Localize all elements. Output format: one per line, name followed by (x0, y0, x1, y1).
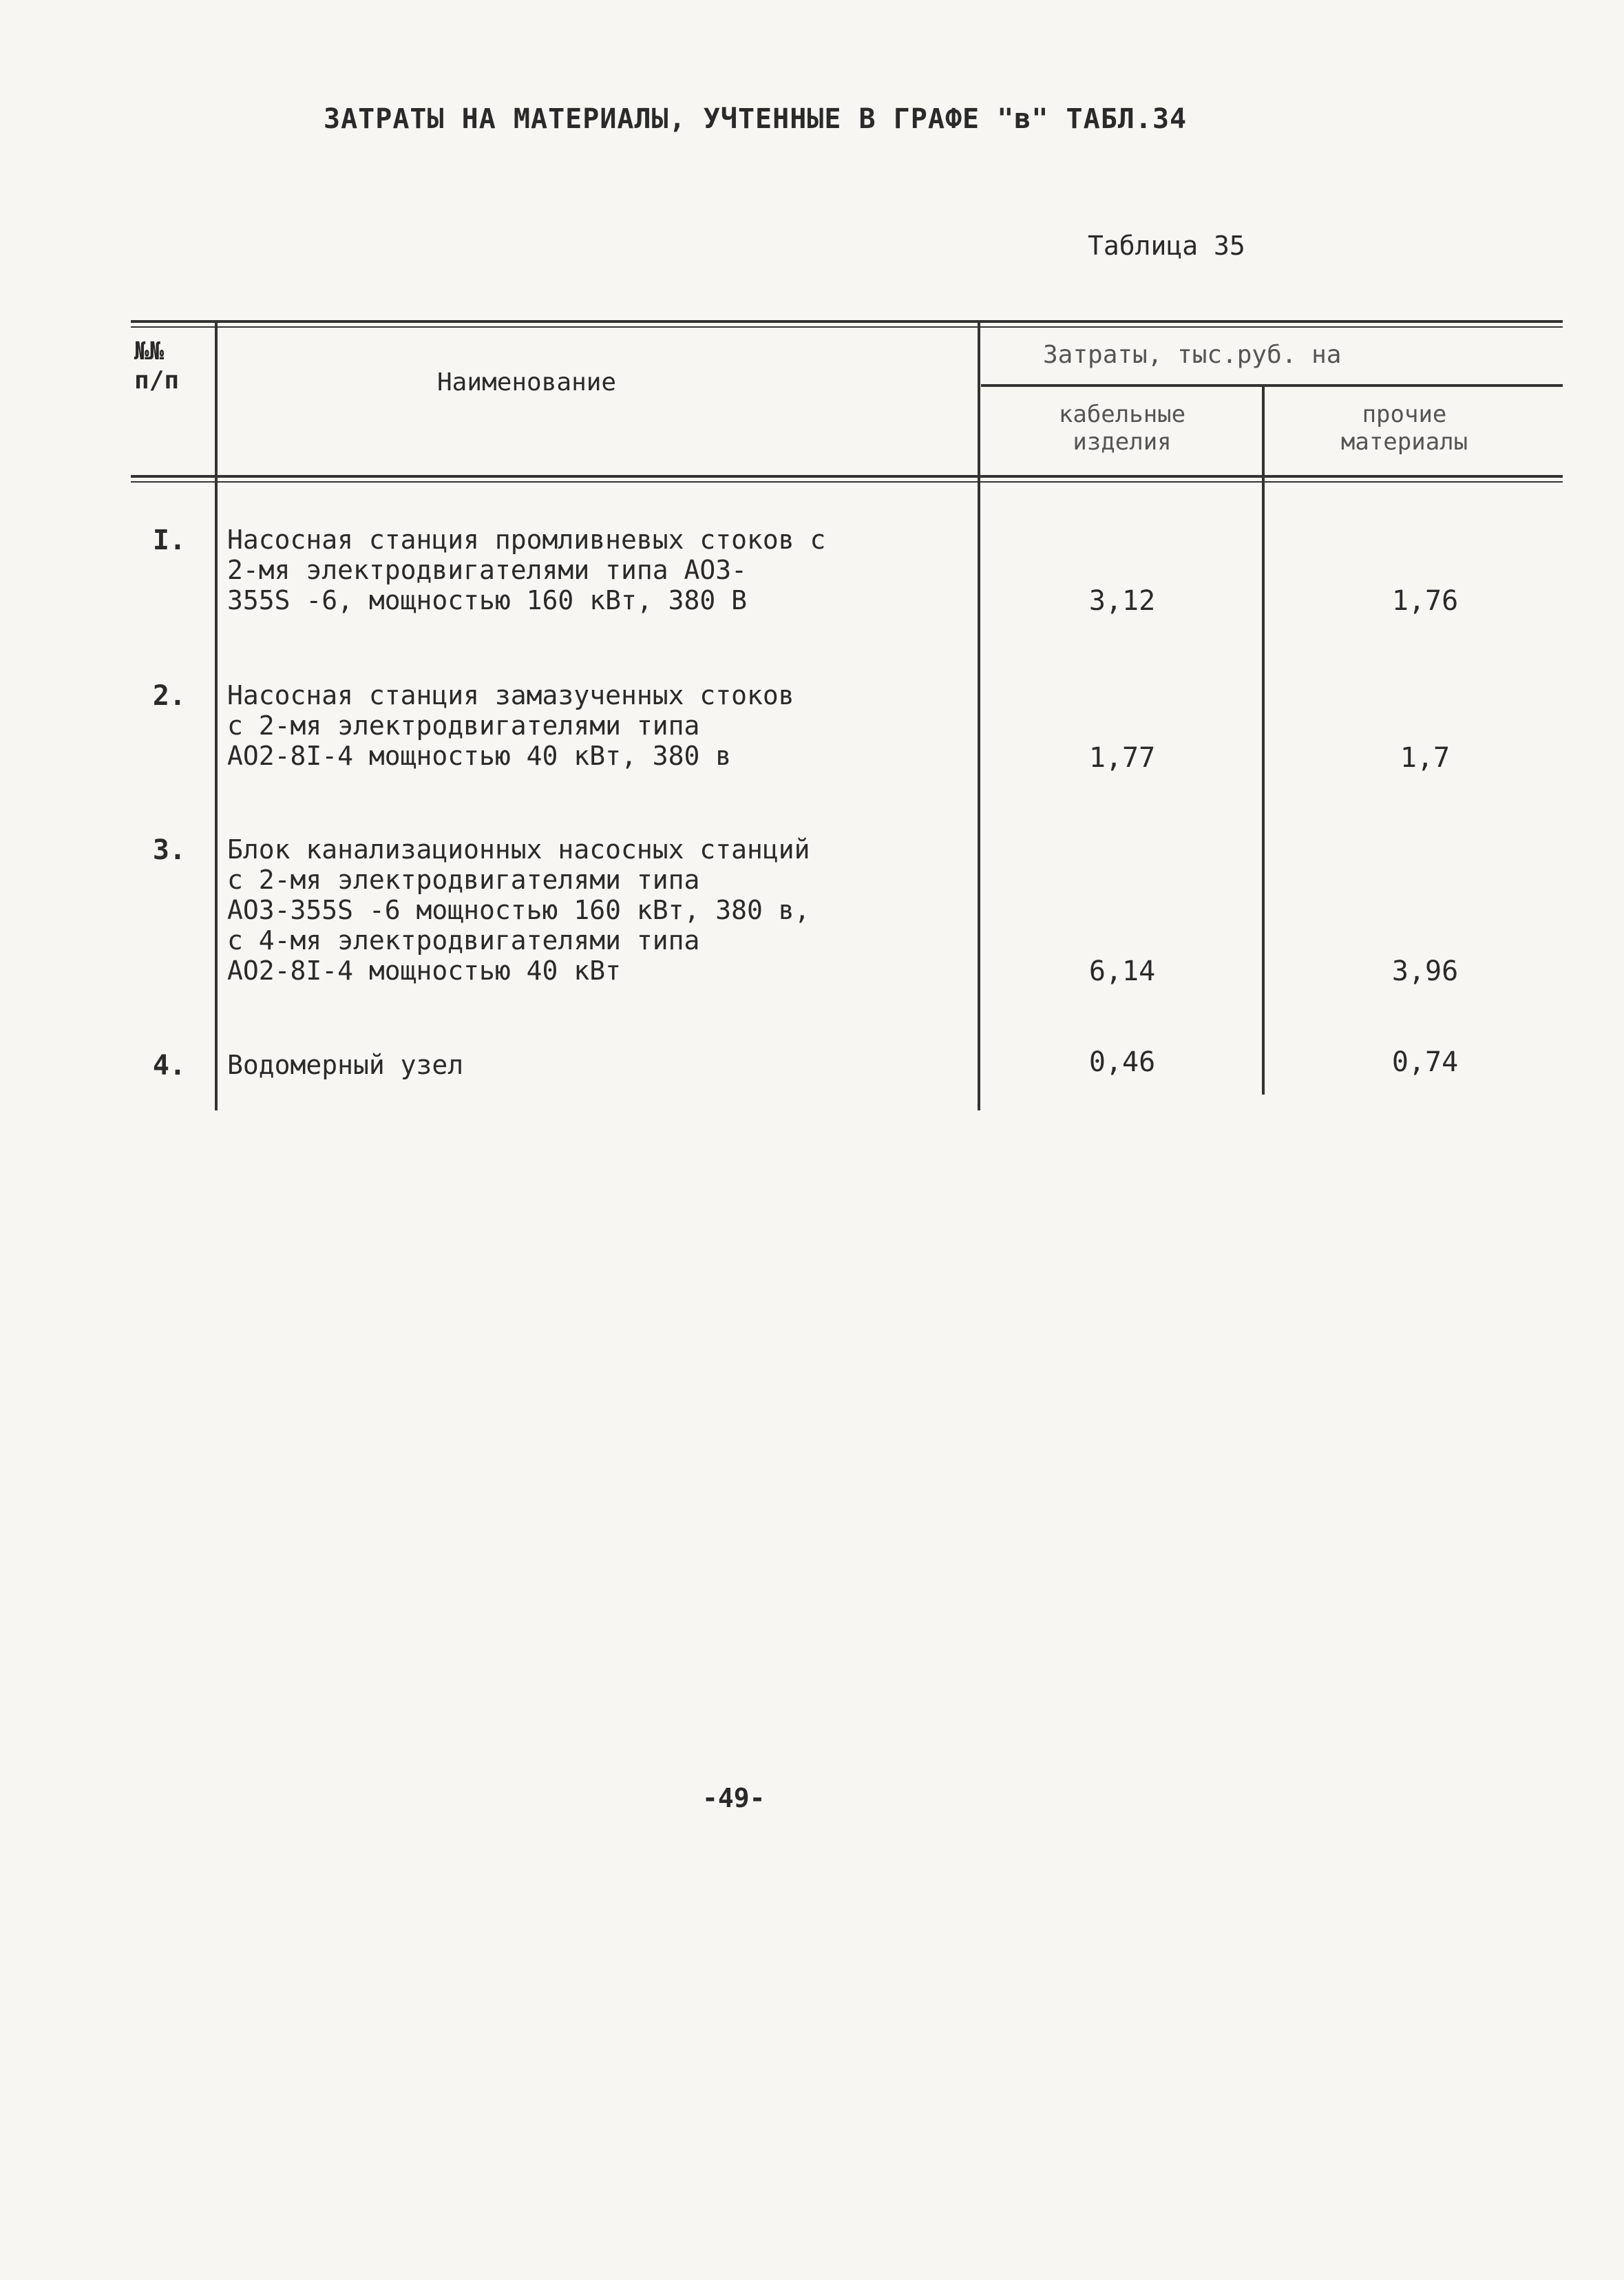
header-num (134, 337, 179, 395)
costs-group-divider (981, 384, 1563, 387)
header-cable-line1: кабельные (1058, 401, 1186, 428)
cable-cost-value: 0,46 (1088, 1046, 1156, 1078)
table-label: Таблица 35 (1088, 231, 1245, 261)
row-name-line: АО3-355S -6 мощностью 160 кВт, 380 в, (227, 895, 810, 925)
row-name-line: 2-мя электродвигателями типа АО3- (227, 555, 747, 585)
table-top-border-inner (131, 326, 1563, 328)
col-divider-costs (1262, 386, 1265, 1095)
header-other (1267, 401, 1542, 456)
table-top-border (131, 320, 1563, 323)
row-name-line: АО2-8I-4 мощностью 40 кВт, 380 в (227, 741, 732, 771)
row-name (227, 834, 984, 986)
col-divider-num (215, 322, 218, 1110)
row-name-line: Насосная станция замазученных стоков (227, 680, 794, 710)
row-number: 2. (152, 680, 186, 712)
row-name-line: с 4-мя электродвигателями типа (227, 925, 700, 956)
header-other-line2: материалы (1340, 428, 1468, 456)
cable-cost-value: 3,12 (1088, 585, 1156, 617)
page-number: -49- (702, 1783, 766, 1813)
row-name (227, 680, 984, 771)
header-costs-group: Затраты, тыс.руб. на (1043, 341, 1342, 369)
other-cost-value: 3,96 (1391, 956, 1459, 987)
row-name-line: с 2-мя электродвигателями типа (227, 710, 700, 741)
header-bottom-border-inner (131, 481, 1563, 483)
page-title: ЗАТРАТЫ НА МАТЕРИАЛЫ, УЧТЕННЫЕ В ГРАФЕ "в" ТАБЛ.34 (324, 103, 1188, 135)
row-name-line: 355S -6, мощностью 160 кВт, 380 В (227, 585, 747, 615)
other-cost-value: 1,7 (1400, 742, 1451, 774)
row-name-line: АО2-8I-4 мощностью 40 кВт (227, 956, 621, 986)
row-number: 4. (152, 1050, 186, 1081)
row-name (227, 1050, 984, 1080)
header-cable-line2: изделия (1073, 428, 1172, 456)
header-bottom-border (131, 475, 1563, 478)
other-cost-value: 1,76 (1391, 585, 1459, 617)
header-other-line1: прочие (1362, 401, 1447, 428)
row-name (227, 525, 984, 615)
row-number: I. (152, 525, 186, 556)
header-num-line2: п/п (134, 366, 180, 394)
cable-cost-value: 1,77 (1088, 742, 1156, 774)
row-name-line: Водомерный узел (227, 1050, 464, 1080)
cable-cost-value: 6,14 (1088, 956, 1156, 987)
row-name-line: Блок канализационных насосных станций (227, 834, 810, 865)
row-name-line: Насосная станция промливневых стоков с (227, 525, 826, 555)
header-cable (984, 401, 1260, 456)
header-num-line1: №№ (134, 337, 165, 366)
row-number: 3. (152, 834, 186, 866)
header-name: Наименование (437, 368, 617, 397)
row-name-line: с 2-мя электродвигателями типа (227, 865, 700, 895)
other-cost-value: 0,74 (1391, 1046, 1459, 1078)
